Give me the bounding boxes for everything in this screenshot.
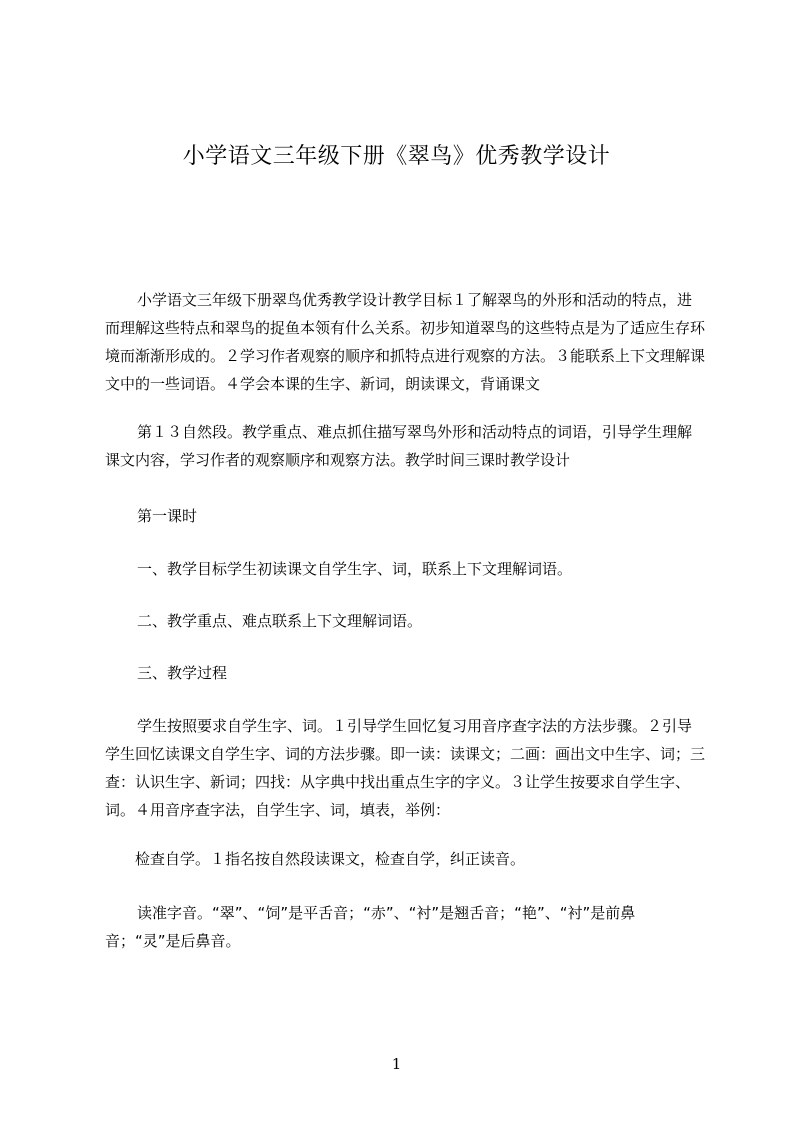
- paragraph-section-two: 二、教学重点、难点联系上下文理解词语。: [137, 612, 423, 630]
- document-title: 小学语文三年级下册《翠鸟》优秀教学设计: [182, 144, 611, 169]
- page-number: 1: [391, 1055, 402, 1073]
- paragraph-section-three: 三、教学过程: [137, 664, 228, 682]
- paragraph-section-one: 一、教学目标学生初读课文自学生字、词，联系上下文理解词语。: [137, 560, 573, 578]
- paragraph-first-lesson: 第一课时: [137, 507, 198, 525]
- paragraph-check-study: 检查自学。１指名按自然段读课文，检查自学，纠正读音。: [135, 850, 526, 868]
- paragraph-key-points: 第１３自然段。教学重点、难点抓住描写翠鸟外形和活动特点的词语，引导学生理解课文内容，学习作者的观察顺序和观察方法。教学时间三课时教学设计: [105, 423, 693, 469]
- paragraph-self-study: 学生按照要求自学生字、词。１引导学生回忆复习用音序查字法的方法步骤。２引导学生回忆读课文自学生字、词的方法步骤。即一读：读课文；二画：画出文中生字、词；三查：认识生字、新词；四找：从字典中找出重点生字的字义。３让学生按要求自学生字、词。４用音序查字法，自学生字、词，填表，举例：: [105, 717, 706, 819]
- paragraph-teaching-objectives: 小学语文三年级下册翠鸟优秀教学设计教学目标１了解翠鸟的外形和活动的特点，进而理解这些特点和翠鸟的捉鱼本领有什么关系。初步知道翠鸟的这些特点是为了适应生存环境而渐渐形成的。２学习作者观察的顺序和抓特点进行观察的方法。３能联系上下文理解课文中的一些词语。４学会本课的生字、新词，朗读课文，背诵课文: [105, 291, 706, 393]
- paragraph-pronunciation: 读准字音。“翠”、“饲”是平舌音；“赤”、“衬”是翘舌音；“艳”、“衬”是前鼻音；“灵”是后鼻音。: [105, 904, 636, 950]
